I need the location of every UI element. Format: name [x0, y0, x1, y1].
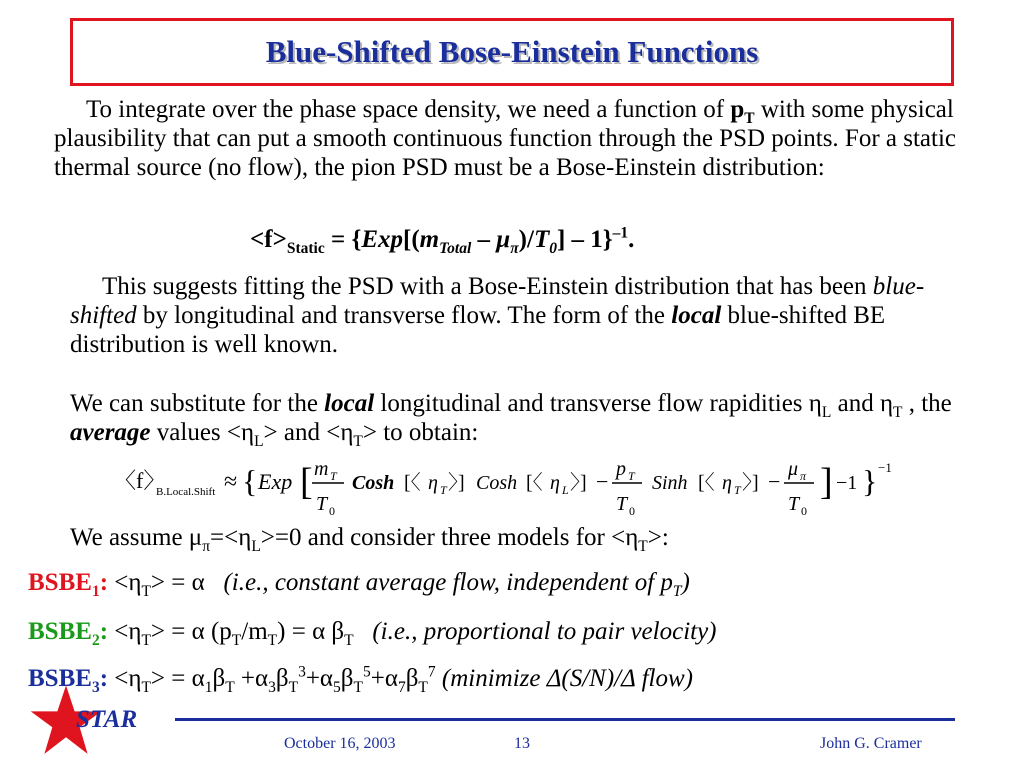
formula-m: m [314, 458, 329, 480]
intro-pt-sub: T [744, 110, 755, 127]
bsbe3-index: 3 [91, 679, 100, 696]
bsbe3-b5: β [340, 665, 354, 692]
bsbe1-name: BSBE [28, 569, 92, 596]
eq-bracket: [( [403, 226, 420, 253]
formula-angle-close-1: 〉] [448, 472, 465, 494]
assume-L: L [251, 538, 261, 555]
eq-T: T [533, 226, 550, 253]
model-bsbe3 [28, 664, 693, 694]
eq-mu: μ [496, 226, 511, 253]
bsbe3-b1: β [212, 665, 226, 692]
bsbe3-expr-b: > = α [150, 665, 205, 692]
formula-pT: p [616, 458, 626, 480]
eq-m: m [419, 226, 440, 253]
eq-mu-sub: π [510, 240, 519, 257]
formula-pT-sub: T [628, 469, 635, 483]
footer-divider [175, 718, 955, 721]
bsbe1-note-sub: T [672, 583, 682, 600]
formula-cosh1: Cosh [352, 472, 395, 494]
formula-minus: − [596, 469, 609, 494]
blue-shift-paragraph [70, 272, 990, 359]
formula-lbracket: [ [300, 461, 313, 503]
eq-tail: ] – 1} [556, 226, 613, 253]
bsbe3-t5: T [353, 679, 363, 696]
bsbe2-expr-d: ) = α β [277, 618, 345, 645]
para3-L2: L [254, 433, 264, 450]
formula-rbrace: } [862, 463, 878, 499]
eq-T-sub: 0 [549, 240, 557, 257]
model-bsbe1 [28, 568, 690, 598]
bsbe3-plus3: +α [234, 665, 269, 692]
bsbe2-expr-sub: T [141, 632, 151, 649]
formula-angle-open-2: [〈 [526, 472, 543, 494]
assume-c: >=0 and consider three models for <η [260, 524, 639, 551]
bsbe3-plus7: +α [370, 665, 398, 692]
bsbe1-colon: : [99, 569, 109, 596]
formula-T0b-sub: 0 [629, 504, 635, 518]
bsbe2-expr-sub4: T [344, 632, 354, 649]
para3-c: and η [831, 390, 894, 417]
para3-e: values <η [156, 419, 255, 446]
formula-T0-sub: 0 [329, 504, 335, 518]
para2-local: local [671, 302, 722, 329]
slide-title: Blue-Shifted Bose-Einstein Functions [265, 34, 759, 69]
eq-tail-sup: –1 [612, 224, 629, 242]
bsbe2-colon: : [99, 618, 109, 645]
eq-m-sub: Total [439, 240, 472, 257]
formula-cosh2: Cosh [476, 472, 518, 494]
formula-eta-T: η [428, 472, 438, 494]
bsbe2-name: BSBE [28, 618, 92, 645]
formula-T0c-sub: 0 [801, 504, 807, 518]
para3-local: local [324, 390, 375, 417]
assume-T: T [638, 538, 648, 555]
footer-author: John G. Cramer [820, 735, 922, 752]
model-bsbe2 [28, 617, 717, 647]
bsbe3-t7: T [418, 679, 428, 696]
bsbe3-p3: 3 [298, 663, 306, 681]
bsbe2-expr-sub3: T [267, 632, 278, 649]
eq-lhs-sub: Static [286, 240, 325, 257]
intro-pt: p [730, 96, 745, 123]
formula-angle-close-3: 〉] [742, 472, 759, 494]
para2-blue-shifted: blue-shifted [70, 273, 925, 329]
para3-d: , the [902, 390, 952, 417]
formula-eta-L: η [550, 472, 560, 494]
bsbe3-b7: β [405, 665, 419, 692]
bsbe3-p7: 7 [427, 663, 436, 681]
star-logo-text: STAR [76, 706, 138, 733]
bsbe3-t3: T [288, 679, 299, 696]
bsbe3-b3: β [275, 665, 289, 692]
formula-angle-close-2: 〉] [570, 472, 587, 494]
assume-a: We assume μ [70, 524, 203, 551]
static-equation [250, 224, 635, 257]
eq-period: . [628, 226, 635, 253]
formula-m-sub: T [330, 469, 337, 483]
formula-eta-T-sub: T [440, 483, 447, 497]
bsbe2-expr-sub2: T [231, 632, 242, 649]
para2-c: blue-shifted BE distribution is well known. [70, 302, 886, 358]
bsbe3-note: (minimize Δ(S/N)/Δ flow) [441, 665, 693, 692]
formula-approx: ≈ [224, 469, 238, 495]
formula-mu-sub: π [800, 469, 807, 483]
bsbe3-a7: 7 [397, 679, 406, 696]
eq-minus: – [471, 226, 497, 253]
eq-lhs: <f> [250, 226, 287, 253]
para3-T: T [893, 404, 903, 421]
eq-div: )/ [518, 226, 534, 253]
intro-text: To integrate over the phase space density, we need a function of [86, 96, 725, 123]
substitute-paragraph [70, 389, 1000, 450]
formula-angle-open-1: [〈 [404, 472, 421, 494]
formula-exp: Exp [258, 469, 293, 494]
blue-shifted-formula [108, 450, 928, 522]
para3-g: > to obtain: [362, 419, 479, 446]
title-frame [70, 18, 954, 86]
para3-L: L [821, 404, 832, 421]
bsbe2-expr-c: /m [241, 618, 268, 645]
bsbe3-expr: <η [108, 665, 142, 692]
formula-T0c: T [788, 493, 800, 515]
bsbe1-expr: <η [108, 569, 142, 596]
para2-b: by longitudinal and transverse flow. The form of the [142, 302, 666, 329]
bsbe2-index: 2 [91, 632, 100, 649]
formula-minus-one: −1 [836, 472, 858, 494]
bsbe3-name: BSBE [28, 665, 92, 692]
bsbe2-expr: <η [108, 618, 142, 645]
formula-brace: { [242, 463, 258, 499]
formula-lhs: 〈f〉 [114, 468, 166, 493]
bsbe1-expr-b: > = α [150, 569, 205, 596]
formula-T0: T [316, 493, 328, 515]
para3-f: > and <η [263, 419, 354, 446]
bsbe3-plus5: +α [305, 665, 334, 692]
eq-sign: = { [324, 226, 362, 253]
bsbe1-note-end: ) [681, 569, 690, 596]
para3-a: We can substitute for the [70, 390, 318, 417]
formula-eta-T2: η [722, 472, 732, 494]
bsbe1-expr-sub: T [141, 583, 151, 600]
para3-T2: T [353, 433, 363, 450]
formula-angle-open-3: [〈 [698, 472, 715, 494]
footer-date: October 16, 2003 [284, 735, 396, 752]
assume-d: >: [647, 524, 669, 551]
bsbe3-p5: 5 [362, 663, 371, 681]
assume-line [70, 523, 990, 555]
formula-eta-L-sub: L [562, 483, 569, 497]
formula-sinh: Sinh [652, 472, 688, 494]
formula-lhs-sub: B.Local.Shift [156, 486, 216, 498]
para3-b: longitudinal and transverse flow rapidities η [380, 390, 822, 417]
formula-T0b: T [616, 493, 628, 515]
eq-exp: Exp [361, 226, 404, 253]
para3-average: average [70, 419, 151, 446]
formula-sup: −1 [878, 460, 892, 475]
bsbe1-note: (i.e., constant average flow, independent of p [223, 569, 673, 596]
para2-a: This suggests fitting the PSD with a Bose-Einstein distribution that has been [102, 273, 867, 300]
bsbe3-colon: : [99, 665, 109, 692]
bsbe2-expr-b: > = α (p [150, 618, 232, 645]
bsbe1-index: 1 [91, 583, 100, 600]
formula-minus-2: − [768, 469, 781, 494]
footer-page-number: 13 [514, 735, 530, 752]
bsbe2-note: (i.e., proportional to pair velocity) [372, 618, 717, 645]
bsbe3-a3: 3 [268, 679, 276, 696]
intro-paragraph [54, 95, 1004, 182]
formula-eta-T2-sub: T [734, 483, 741, 497]
bsbe3-a5: 5 [333, 679, 341, 696]
intro-rest: with some physical plausibility that can put a smooth continuous function through the PSD points. For a static thermal source (no flow), the pion PSD must be a Bose-Einstein distribution: [54, 96, 957, 181]
formula-rbracket: ] [820, 461, 833, 503]
bsbe3-t1: T [225, 679, 235, 696]
bsbe3-expr-sub: T [141, 679, 151, 696]
assume-b: =<η [210, 524, 252, 551]
bsbe3-a1: 1 [204, 679, 213, 696]
assume-pi: π [202, 538, 211, 555]
formula-mu: μ [788, 458, 799, 480]
